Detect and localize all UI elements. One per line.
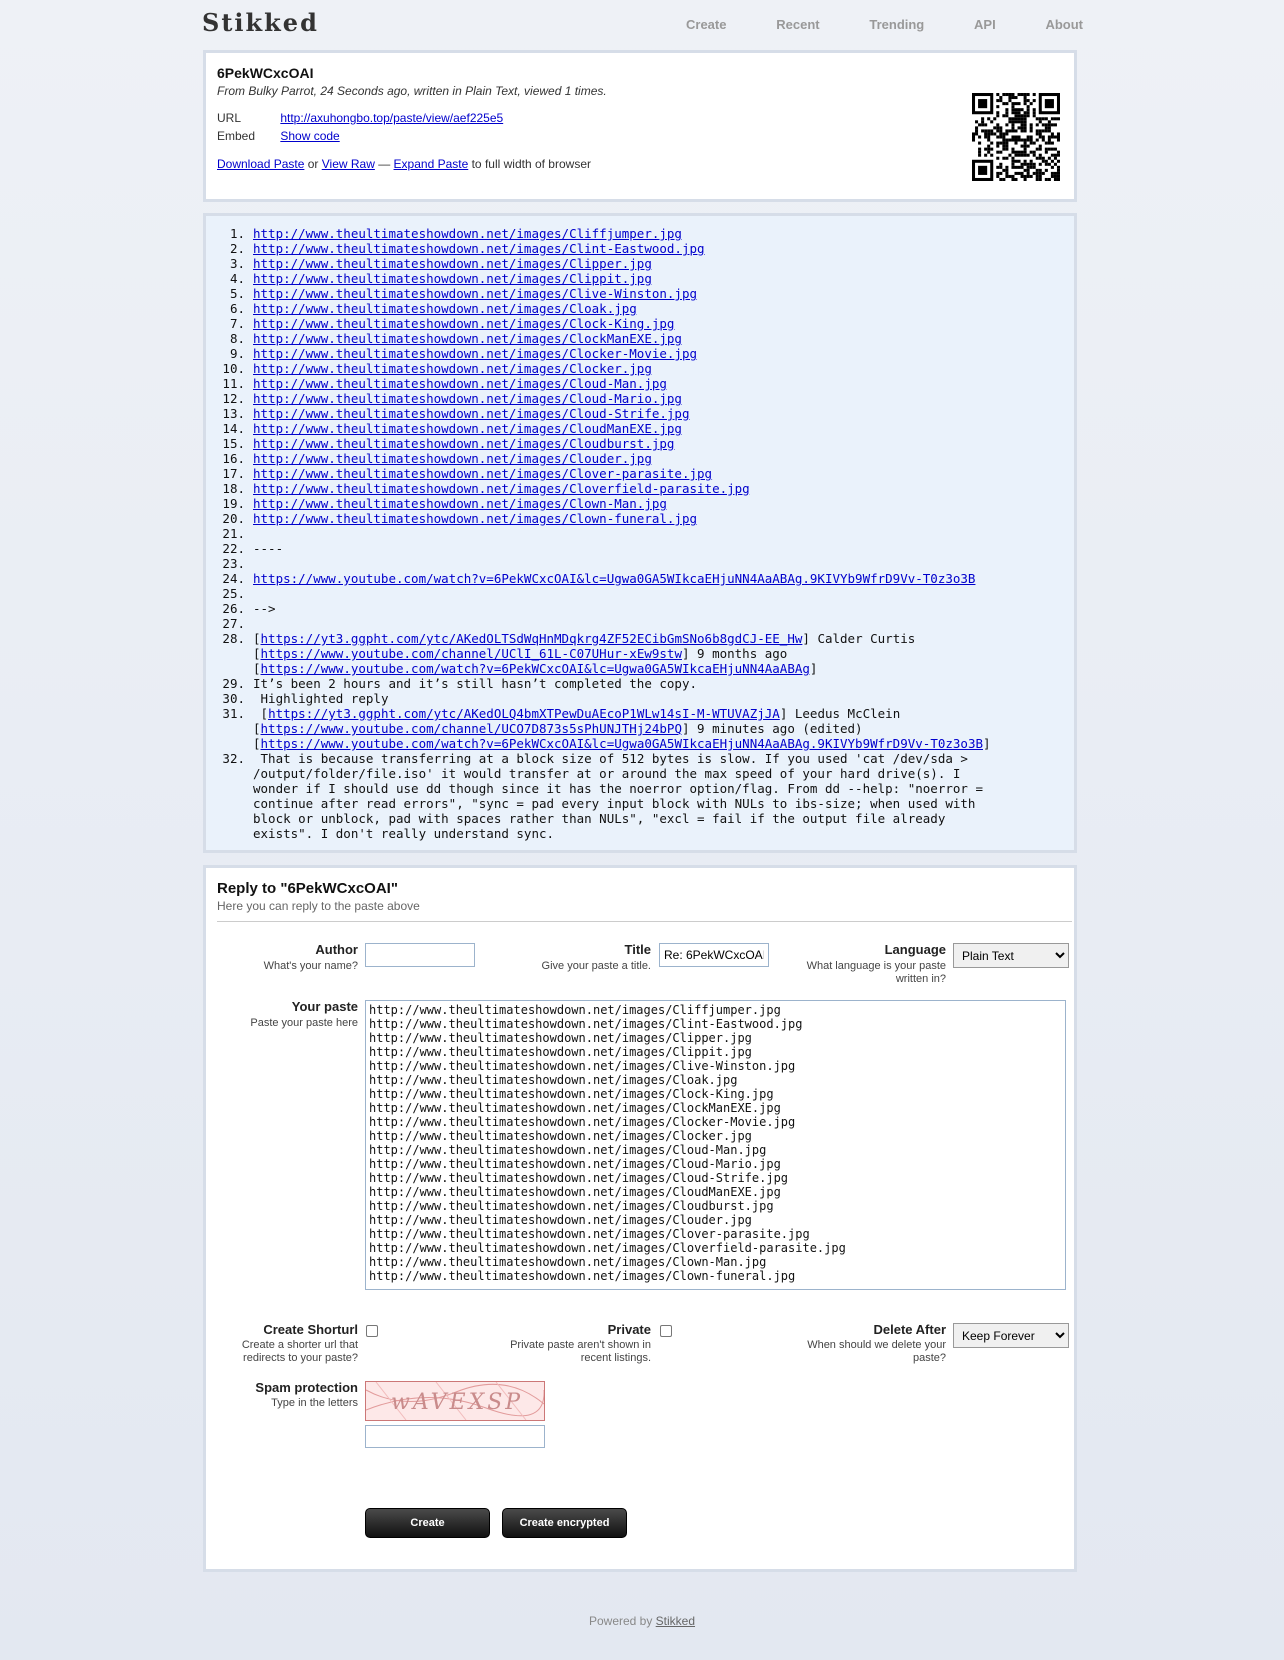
line-content [253,346,1066,361]
line-number: 31. [222,706,245,721]
code-line [206,406,1066,421]
line-content [253,676,1066,691]
code-line [206,616,1066,631]
code-text: Highlighted reply [253,691,389,706]
create-button[interactable]: Create [365,1508,490,1538]
code-line [206,751,1066,841]
nav-trending[interactable]: Trending [869,17,925,32]
reply-form-panel [203,865,1077,1572]
code-line [206,466,1066,481]
line-number: 30. [222,691,245,706]
code-line [206,331,1066,346]
code-link[interactable]: http://www.theultimateshowdown.net/images/Cloverfield-parasite.jpg [253,481,750,496]
line-number: 21. [222,526,245,541]
code-line [206,526,1066,541]
title-help: Give your paste a title. [541,960,651,972]
captcha-input[interactable] [365,1425,545,1448]
code-text: ] 9 months ago [ [253,646,788,676]
code-line [206,556,1066,571]
language-select[interactable] [953,943,1069,968]
spam-label: Spam protection [255,1380,358,1395]
line-content [253,751,1066,841]
reply-title: Reply to "6PekWCxcOAI" [217,880,398,897]
code-link[interactable]: http://www.theultimateshowdown.net/images/Cliffjumper.jpg [253,226,682,241]
line-content [253,586,1066,601]
line-content [253,466,1066,481]
line-number: 9. [229,346,245,361]
code-text: That is because transferring at a block size of 512 bytes is slow. If you used 'cat /dev/sda > /output/folder/file.iso' it would transfer at or around the max speed of your hard drive(s). I wonder if I should use dd though since it has the noerror option/flag. From dd --help: "noerror = continue after read errors", "sync = pad every input block with NULs to ibs-size; when used with block or unblock, pad with spaces rather than NULs", "excl = fail if the output file already exists". I don't really understand sync. [253,751,983,841]
nav-api[interactable]: API [974,17,996,32]
delete-after-label: Delete After [873,1322,946,1337]
code-link[interactable]: http://www.theultimateshowdown.net/images/Clint-Eastwood.jpg [253,241,705,256]
code-link[interactable]: http://www.theultimateshowdown.net/images/Clive-Winston.jpg [253,286,698,301]
code-line [206,586,1066,601]
line-content [253,226,1066,241]
paste-help: Paste your paste here [250,1017,358,1029]
line-content [253,706,1066,751]
author-input[interactable] [365,943,475,967]
code-line [206,256,1066,271]
line-number: 4. [229,271,245,286]
code-link[interactable]: https://yt3.ggpht.com/ytc/AKedOLTSdWqHnMDqkrg4ZF52ECibGmSNo6b8gdCJ-EE_Hw [260,631,803,646]
line-content [253,421,1066,436]
line-content [253,256,1066,271]
code-listing [206,226,1066,841]
line-number: 8. [229,331,245,346]
code-link[interactable]: http://www.theultimateshowdown.net/images/Cloudburst.jpg [253,436,675,451]
line-number: 27. [222,616,245,631]
line-content [253,316,1066,331]
code-line [206,541,1066,556]
line-content [253,406,1066,421]
line-content [253,451,1066,466]
code-link[interactable]: http://www.theultimateshowdown.net/images/ClockManEXE.jpg [253,331,682,346]
private-checkbox[interactable] [660,1325,672,1337]
code-link[interactable]: https://www.youtube.com/channel/UCO7D873s5sPhUNJTHj24bPQ [260,721,682,736]
nav-about[interactable]: About [1045,17,1083,32]
code-link[interactable]: http://www.theultimateshowdown.net/images/Clown-funeral.jpg [253,511,698,526]
code-text: ---- [253,541,284,556]
code-line [206,361,1066,376]
footer-stikked-link[interactable]: Stikked [655,1614,696,1628]
language-help: What language is your paste written in? [806,960,946,985]
line-content [253,271,1066,286]
nav-recent[interactable]: Recent [776,17,820,32]
code-line [206,601,1066,616]
line-content [253,511,1066,526]
paste-title: 6PekWCxcOAI [217,65,314,81]
line-content [253,481,1066,496]
code-line [206,421,1066,436]
embed-row [217,129,340,143]
shorturl-checkbox[interactable] [366,1325,378,1337]
code-text: --> [253,601,276,616]
code-link[interactable]: https://yt3.ggpht.com/ytc/AKedOLQ4bmXTPewDuAEcoP1WLw14sI-M-WTUVAZjJA [268,706,780,721]
expand-suffix: to full width of browser [468,157,591,171]
code-link[interactable]: http://www.theultimateshowdown.net/images/Clocker-Movie.jpg [253,346,698,361]
line-number: 24. [222,571,245,586]
reply-subtitle: Here you can reply to the paste above [217,899,420,913]
paste-code-panel [203,213,1077,853]
line-number: 25. [222,586,245,601]
code-text: ] [809,661,818,676]
line-number: 28. [222,631,245,646]
shorturl-label: Create Shorturl [263,1322,358,1337]
expand-paste-link[interactable]: Expand Paste [393,157,469,171]
line-number: 11. [222,376,245,391]
line-content [253,556,1066,571]
line-number: 15. [222,436,245,451]
private-help: Private paste aren't shown in recent listings. [510,1339,651,1364]
title-label: Title [624,942,651,957]
line-number: 26. [222,601,245,616]
captcha-text: wAVEXSP [391,1390,524,1415]
footer [0,1614,1284,1628]
line-number: 2. [229,241,245,256]
paste-actions [217,157,591,171]
code-line [206,496,1066,511]
language-label: Language [884,942,946,957]
line-number: 13. [222,406,245,421]
title-input[interactable] [659,943,769,967]
line-number: 7. [229,316,245,331]
code-line [206,286,1066,301]
code-text: [ [253,631,261,646]
code-link[interactable]: http://www.theultimateshowdown.net/images/Clipper.jpg [253,256,652,271]
delete-after-help: When should we delete your paste? [807,1339,946,1364]
nav-create[interactable]: Create [686,17,727,32]
line-content [253,391,1066,406]
paste-label: Your paste [291,999,358,1014]
code-link[interactable]: https://www.youtube.com/watch?v=6PekWCxcOAI&lc=Ugwa0GA5WIkcaEHjuNN4AaABAg.9KIVYb9WfrD9Vv-T0z3o3B [260,736,983,751]
code-text: ] Leedus McClein [ [253,706,901,736]
line-content [253,691,1066,706]
line-number: 6. [229,301,245,316]
line-content [253,436,1066,451]
site-logo[interactable]: Stikked [202,8,319,37]
code-line [206,481,1066,496]
line-content [253,616,1066,631]
code-line [206,706,1066,751]
line-number: 20. [222,511,245,526]
download-paste-link[interactable]: Download Paste [217,157,305,171]
code-text: It’s been 2 hours and it’s still hasn’t completed the copy. [253,676,698,691]
code-text: ] Calder Curtis [ [253,631,916,661]
spam-help: Type in the letters [271,1397,358,1409]
code-link[interactable]: http://www.theultimateshowdown.net/images/Cloud-Mario.jpg [253,391,682,406]
code-link[interactable]: http://www.theultimateshowdown.net/images/Clock-King.jpg [253,316,675,331]
line-number: 1. [229,226,245,241]
divider [217,921,1072,922]
embed-label: Embed [217,129,256,143]
show-code-link[interactable]: Show code [280,129,340,143]
line-content [253,331,1066,346]
code-link[interactable]: http://www.theultimateshowdown.net/images/Clocker.jpg [253,361,652,376]
code-line [206,451,1066,466]
code-line [206,301,1066,316]
code-line [206,271,1066,286]
code-line [206,316,1066,331]
private-label: Private [607,1322,651,1337]
author-label: Author [315,942,358,957]
dash-text: — [374,157,394,171]
code-link[interactable]: https://www.youtube.com/channel/UClI_61L-C07UHur-xEw9stw [260,646,682,661]
code-line [206,676,1066,691]
url-row [217,111,503,125]
code-link[interactable]: http://www.theultimateshowdown.net/images/Clippit.jpg [253,271,652,286]
code-line [206,346,1066,361]
line-content [253,601,1066,616]
line-number: 23. [222,556,245,571]
line-number: 29. [222,676,245,691]
line-content [253,301,1066,316]
code-link[interactable]: http://www.theultimateshowdown.net/images/Clouder.jpg [253,451,652,466]
code-link[interactable]: http://www.theultimateshowdown.net/images/Clown-Man.jpg [253,496,667,511]
code-line [206,631,1066,676]
line-number: 18. [222,481,245,496]
code-line [206,571,1066,586]
line-content [253,496,1066,511]
top-nav [686,17,1083,32]
line-number: 14. [222,421,245,436]
footer-prefix: Powered by [588,1614,656,1628]
line-number: 12. [222,391,245,406]
code-text: [ [253,706,269,721]
line-content [253,571,1066,586]
code-link[interactable]: http://www.theultimateshowdown.net/images/Cloud-Strife.jpg [253,406,690,421]
line-number: 10. [222,361,245,376]
code-line [206,436,1066,451]
or-text: or [304,157,322,171]
paste-textarea[interactable] [365,1000,1066,1290]
code-text: ] [983,736,991,751]
line-number: 17. [222,466,245,481]
shorturl-help: Create a shorter url that redirects to your paste? [241,1339,358,1364]
code-line [206,226,1066,241]
line-content [253,526,1066,541]
captcha-image [365,1381,545,1421]
line-content [253,361,1066,376]
line-number: 3. [229,256,245,271]
line-number: 5. [229,286,245,301]
line-content [253,541,1066,556]
paste-meta: From Bulky Parrot, 24 Seconds ago, written in Plain Text, viewed 1 times. [217,84,607,98]
paste-url-link[interactable]: http://axuhongbo.top/paste/view/aef225e5 [280,111,504,125]
line-number: 16. [222,451,245,466]
line-content [253,286,1066,301]
line-number: 19. [222,496,245,511]
author-help: What's your name? [263,960,358,972]
line-content [253,376,1066,391]
code-link[interactable]: http://www.theultimateshowdown.net/images/Clover-parasite.jpg [253,466,713,481]
line-number: 22. [222,541,245,556]
code-line [206,511,1066,526]
code-line [206,391,1066,406]
delete-after-select[interactable] [953,1323,1069,1348]
paste-info-panel [203,50,1077,202]
code-link[interactable]: http://www.theultimateshowdown.net/images/CloudManEXE.jpg [253,421,682,436]
code-text: ] 9 minutes ago (edited) [ [253,721,863,751]
line-content [253,631,1066,676]
code-link[interactable]: https://www.youtube.com/watch?v=6PekWCxcOAI&lc=Ugwa0GA5WIkcaEHjuNN4AaABAg [260,661,810,676]
code-link[interactable]: http://www.theultimateshowdown.net/images/Cloak.jpg [253,301,637,316]
line-content [253,241,1066,256]
url-label: URL [217,111,242,125]
code-line [206,691,1066,706]
qr-code-icon [972,93,1060,181]
code-link[interactable]: https://www.youtube.com/watch?v=6PekWCxcOAI&lc=Ugwa0GA5WIkcaEHjuNN4AaABAg.9KIVYb9WfrD9Vv-T0z3o3B [253,571,976,586]
code-link[interactable]: http://www.theultimateshowdown.net/images/Cloud-Man.jpg [253,376,667,391]
captcha-noise [366,1382,544,1420]
code-line [206,376,1066,391]
code-line [206,241,1066,256]
line-number: 32. [222,751,245,766]
view-raw-link[interactable]: View Raw [321,157,375,171]
create-encrypted-button[interactable]: Create encrypted [502,1508,627,1538]
